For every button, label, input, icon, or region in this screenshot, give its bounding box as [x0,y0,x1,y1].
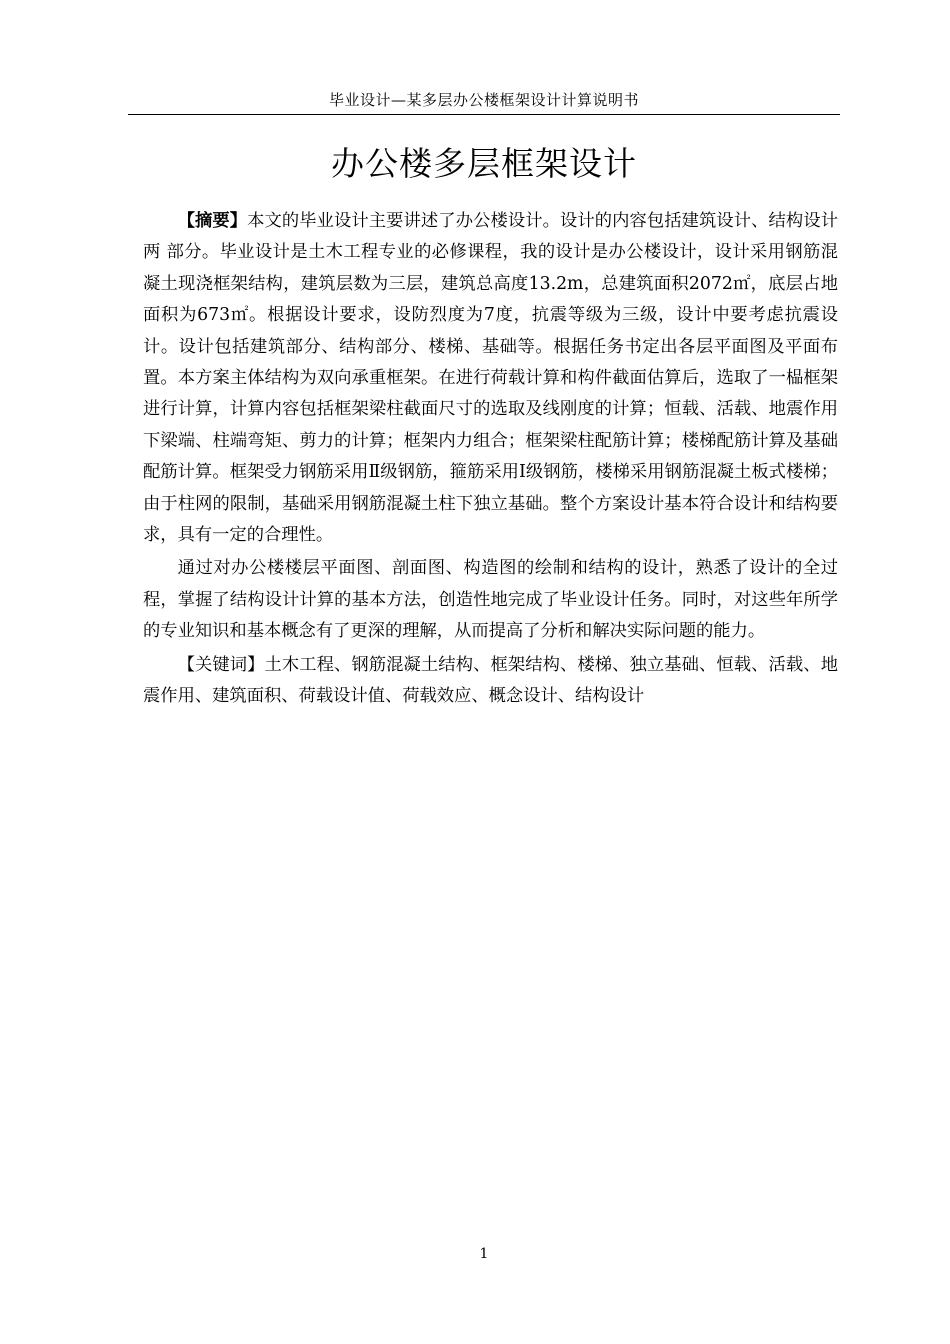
running-header: 毕业设计—某多层办公楼框架设计计算说明书 [328,91,639,109]
document-body [143,206,838,713]
abstract-text: 本文的毕业设计主要讲述了办公楼设计。设计的内容包括建筑设计、结构设计两 部分。毕业设计是土木工程专业的必修课程，我的设计是办公楼设计，设计采用钢筋混凝土现浇框架结构，建筑层数为三层，建筑总高度13.2m，总建筑面积2072㎡，底层占地面积为673㎡。根据设计要求，设防烈度为7度，抗震等级为三级，设计中要考虑抗震设计。设计包括建筑部分、结构部分、楼梯、基础等。根据任务书定出各层平面图及平面布置。本方案主体结构为双向承重框架。在进行荷载计算和构件截面估算后，选取了一榀框架进行计算，计算内容包括框架梁柱截面尺寸的选取及线刚度的计算；恒载、活载、地震作用下梁端、柱端弯矩、剪力的计算；框架内力组合；框架梁柱配筋计算；楼梯配筋计算及基础配筋计算。框架受力钢筋采用Ⅱ级钢筋，箍筋采用Ⅰ级钢筋，楼梯采用钢筋混凝土板式楼梯；由于柱网的限制，基础采用钢筋混凝土柱下独立基础。整个方案设计基本符合设计和结构要求，具有一定的合理性。 [143,211,838,546]
keywords-label: 【关键词】 [177,654,265,675]
keywords-text: 土木工程、钢筋混凝土结构、框架结构、楼梯、独立基础、恒载、活载、地震作用、建筑面积、荷载设计值、荷载效应、概念设计、结构设计 [143,654,838,707]
summary-paragraph: 通过对办公楼楼层平面图、剖面图、构造图的绘制和结构的设计，熟悉了设计的全过程，掌握了结构设计计算的基本方法，创造性地完成了毕业设计任务。同时，对这些年所学的专业知识和基本概念有了更深的理解，从而提高了分析和解决实际问题的能力。 [143,558,838,642]
document-title: 办公楼多层框架设计 [331,144,637,183]
abstract-paragraph [143,206,838,551]
page-number: 1 [479,1246,489,1262]
header-rule [128,114,840,115]
keywords-paragraph [143,650,838,713]
abstract-label: 【摘要】 [177,211,248,231]
